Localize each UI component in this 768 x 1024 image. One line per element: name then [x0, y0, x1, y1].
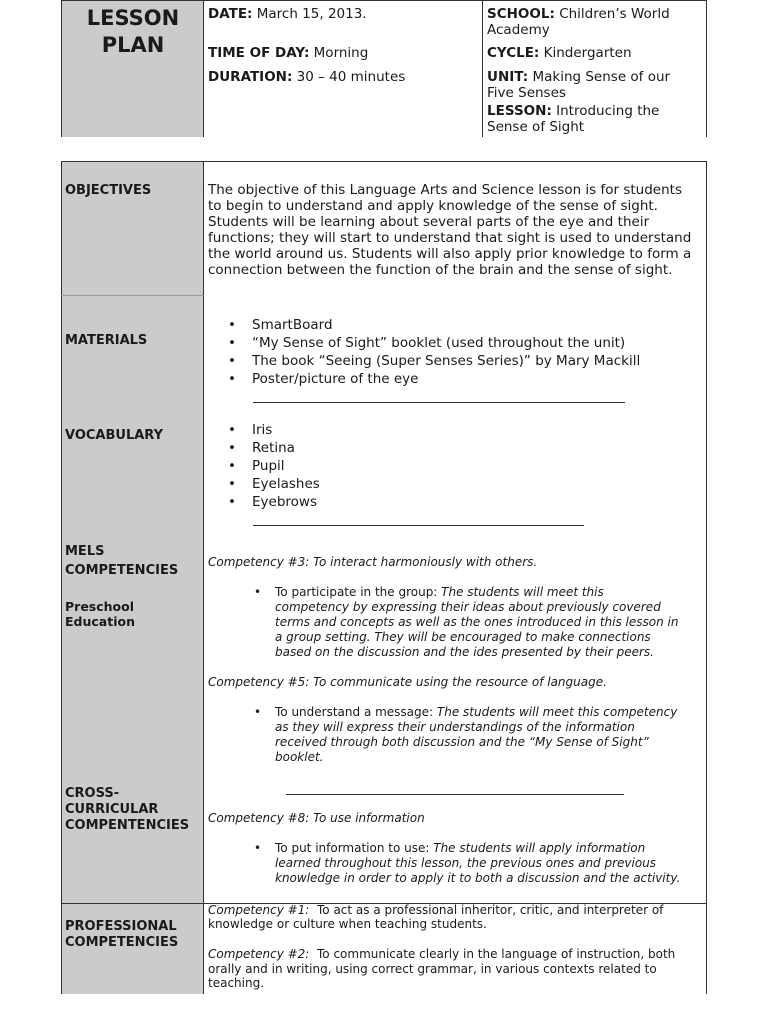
- unit-field: UNIT: Making Sense of our Five Senses: [487, 69, 671, 101]
- professional-competency-2: Competency #2: To communicate clearly in the language of instruction, both orally and in writing, using correct grammar, in various contexts related to teaching.: [208, 947, 676, 990]
- list-item: • “My Sense of Sight” booklet (used throughout the unit): [228, 335, 626, 351]
- vocabulary-blank-line: [253, 525, 584, 526]
- competency-8: Competency #8: To use information: [208, 811, 425, 825]
- competency-5: Competency #5: To communicate using the resource of language.: [208, 675, 607, 689]
- list-item: • The book “Seeing (Super Senses Series)” by Mary Mackill: [228, 353, 641, 369]
- list-item: • Eyelashes: [228, 476, 320, 492]
- vocabulary-label: VOCABULARY: [65, 428, 164, 443]
- mels-blank-line: [286, 794, 624, 795]
- competency-5-bullet: • To understand a message: The students will meet this competency as they will express their understandings of the information received through both discussion and the “My Sense of Sight” booklet.: [254, 705, 678, 764]
- list-item: • SmartBoard: [228, 317, 333, 333]
- time-of-day-field: TIME OF DAY: Morning: [208, 45, 369, 61]
- school-field: SCHOOL: Children’s World Academy: [487, 6, 670, 38]
- materials-list: [228, 316, 698, 388]
- objectives-text: The objective of this Language Arts and Science lesson is for students to begin to understand and apply knowledge of the sense of sight. Students will be learning about several parts of the eye and their functions; they will start to understand that sight is used to understand the world around us. Students will also apply prior knowledge to form a connection between the function of the brain and the sense of sight.: [208, 182, 692, 278]
- list-item: • Poster/picture of the eye: [228, 371, 419, 387]
- list-item: • Iris: [228, 422, 273, 438]
- cycle-field: CYCLE: Kindergarten: [487, 45, 632, 61]
- competency-8-bullet: • To put information to use: The students will apply information learned throughout this lesson, the previous ones and previous knowledge in order to apply it to both a discussion and the activity.: [254, 841, 681, 885]
- list-item: • Eyebrows: [228, 494, 317, 510]
- vocabulary-list: [228, 421, 528, 511]
- materials-blank-line: [253, 402, 625, 403]
- preschool-label: Preschool Education: [65, 599, 135, 629]
- lesson-field: LESSON: Introducing the Sense of Sight: [487, 103, 660, 135]
- competency-3-bullet: • To participate in the group: The students will meet this competency by expressing their ideas about previously covered terms and concepts as well as the ones introduced in this lesson in a group setting. They will be encouraged to make connections based on the discussion and the ides presented by their peers.: [254, 585, 679, 659]
- competency-3: Competency #3: To interact harmoniously with others.: [208, 555, 538, 569]
- objectives-label: OBJECTIVES: [65, 183, 152, 198]
- professional-competency-1: Competency #1: To act as a professional inheritor, critic, and interpreter of knowledge or culture when teaching students.: [208, 903, 664, 931]
- mels-label: MELS COMPETENCIES: [65, 544, 179, 578]
- professional-label: PROFESSIONAL COMPETENCIES: [65, 919, 179, 950]
- materials-label: MATERIALS: [65, 333, 148, 348]
- cross-curricular-label: CROSS- CURRICULAR COMPENTENCIES: [65, 786, 190, 833]
- list-item: • Pupil: [228, 458, 285, 474]
- page-title: LESSON PLAN: [86, 6, 180, 57]
- duration-field: DURATION: 30 – 40 minutes: [208, 69, 406, 85]
- list-item: • Retina: [228, 440, 295, 456]
- date-field: DATE: March 15, 2013.: [208, 6, 367, 22]
